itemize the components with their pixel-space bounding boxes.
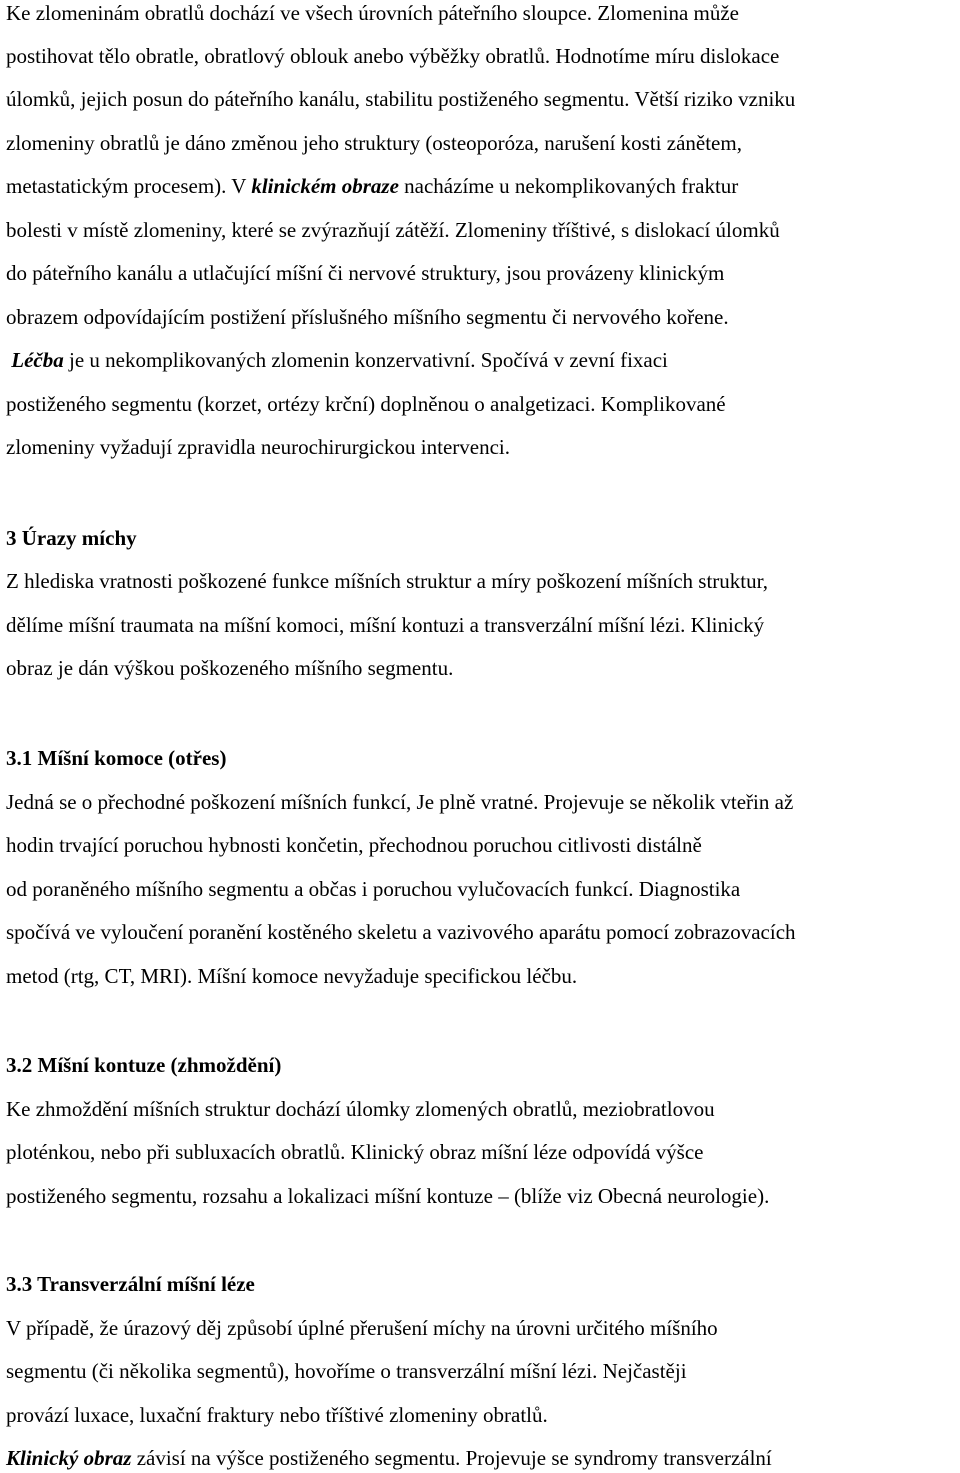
paragraph-line (6, 174, 738, 198)
text-span: metastatickým procesem). V (6, 174, 252, 198)
section-heading: 3.3 Transverzální míšní léze (6, 1272, 255, 1296)
paragraph-line: bolesti v místě zlomeniny, které se zvýrazňují zátěží. Zlomeniny tříštivé, s dislokací úlomků (6, 218, 780, 242)
section-heading: 3.1 Míšní komoce (otřes) (6, 746, 227, 770)
paragraph-line: Jedná se o přechodné poškození míšních funkcí, Je plně vratné. Projevuje se několik vteřin až (6, 790, 794, 814)
paragraph-line: od poraněného míšního segmentu a občas i poruchou vylučovacích funkcí. Diagnostika (6, 877, 741, 901)
paragraph-line: obraz je dán výškou poškozeného míšního segmentu. (6, 656, 454, 680)
emphasis-clinical-picture: klinickém obraze (251, 174, 399, 198)
paragraph-line: hodin trvající poruchou hybnosti končetin, přechodnou poruchou citlivosti distálně (6, 833, 702, 857)
paragraph-line (6, 1446, 772, 1470)
section-heading: 3.2 Míšní kontuze (zhmoždění) (6, 1053, 282, 1077)
section-heading: 3 Úrazy míchy (6, 526, 137, 550)
paragraph-line (6, 348, 668, 372)
text-span: závisí na výšce postiženého segmentu. Projevuje se syndromy transverzální (131, 1446, 772, 1470)
paragraph-line: Ke zlomeninám obratlů dochází ve všech úrovních páteřního sloupce. Zlomenina může (6, 1, 740, 25)
paragraph-line: ploténkou, nebo při subluxacích obratlů. Klinický obraz míšní léze odpovídá výšce (6, 1140, 704, 1164)
paragraph-line: postihovat tělo obratle, obratlový oblouk anebo výběžky obratlů. Hodnotíme míru dislokace (6, 44, 780, 68)
paragraph-line: dělíme míšní traumata na míšní komoci, míšní kontuzi a transverzální míšní lézi. Klinický (6, 613, 765, 637)
paragraph-line: segmentu (či několika segmentů), hovoříme o transverzální míšní lézi. Nejčastěji (6, 1359, 687, 1383)
paragraph-line: provází luxace, luxační fraktury nebo tříštivé zlomeniny obratlů. (6, 1403, 548, 1427)
paragraph-line: Z hlediska vratnosti poškozené funkce míšních struktur a míry poškození míšních struktur, (6, 569, 769, 593)
paragraph-line: zlomeniny obratlů je dáno změnou jeho struktury (osteoporóza, narušení kosti zánětem, (6, 131, 742, 155)
paragraph-line: do páteřního kanálu a utlačující míšní či nervové struktury, jsou provázeny klinickým (6, 261, 725, 285)
paragraph-line: obrazem odpovídajícím postižení příslušného míšního segmentu či nervového kořene. (6, 305, 729, 329)
paragraph-line: úlomků, jejich posun do páteřního kanálu, stabilitu postiženého segmentu. Větší riziko vzniku (6, 87, 796, 111)
emphasis-clinical-picture: Klinický obraz (6, 1446, 132, 1470)
paragraph-line: postiženého segmentu, rozsahu a lokalizaci míšní kontuze – (blíže viz Obecná neurologie). (6, 1184, 770, 1208)
text-span: nacházíme u nekomplikovaných fraktur (398, 174, 739, 198)
paragraph-line: postiženého segmentu (korzet, ortézy krční) doplněnou o analgetizaci. Komplikované (6, 392, 726, 416)
emphasis-treatment: Léčba (11, 348, 64, 372)
paragraph-line: zlomeniny vyžadují zpravidla neurochirurgickou intervenci. (6, 435, 511, 459)
text-span: je u nekomplikovaných zlomenin konzervativní. Spočívá v zevní fixaci (63, 348, 668, 372)
paragraph-line: spočívá ve vyloučení poranění kostěného skeletu a vazivového aparátu pomocí zobrazovacích (6, 920, 796, 944)
paragraph-line: V případě, že úrazový děj způsobí úplné přerušení míchy na úrovni určitého míšního (6, 1316, 718, 1340)
paragraph-line: metod (rtg, CT, MRI). Míšní komoce nevyžaduje specifickou léčbu. (6, 964, 578, 988)
paragraph-line: Ke zhmoždění míšních struktur dochází úlomky zlomených obratlů, meziobratlovou (6, 1097, 715, 1121)
